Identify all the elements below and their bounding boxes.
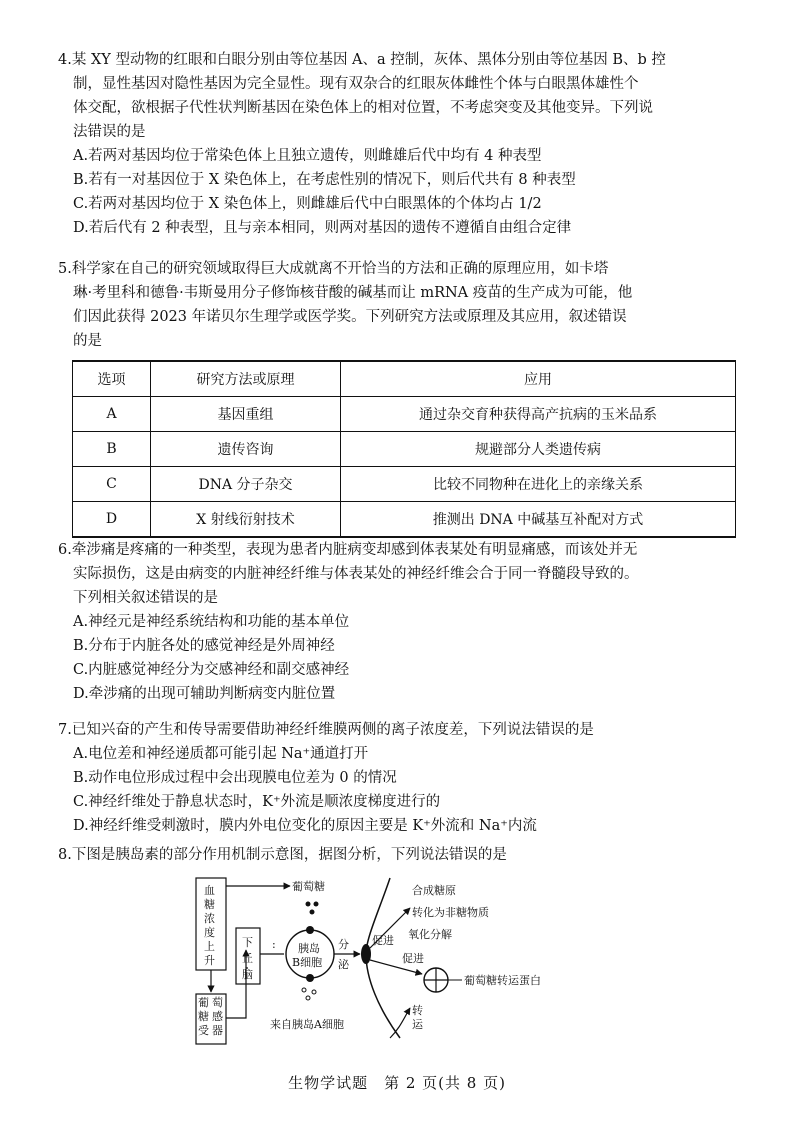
glucose-label: 葡萄糖 [292, 880, 325, 893]
promote-label: 促进 [402, 952, 424, 965]
question-5 [58, 257, 748, 353]
question-5-stem-line: 的是 [73, 333, 102, 349]
blood-sugar-rise-label: 血 [204, 884, 215, 897]
question-4-stem-line: 制，显性基因对隐性基因为完全显性。现有双杂合的红眼灰体雌性个体与白眼黑体雄性个 [73, 76, 639, 92]
receptor-dot [306, 926, 314, 934]
table-cell: C [73, 467, 151, 502]
hypothalamus-label: 下 [242, 936, 253, 949]
question-4-option-c: C.若两对基因均位于 X 染色体上，则雌雄后代中白眼黑体的个体均占 1/2 [73, 196, 542, 212]
transport-label: 运 [412, 1018, 423, 1031]
question-7-option-d: D.神经纤维受刺激时，膜内外电位变化的原因主要是 K⁺外流和 Na⁺内流 [73, 818, 537, 834]
table-cell: 推测出 DNA 中碱基互补配对方式 [341, 502, 736, 538]
table-header-cell: 应用 [341, 361, 736, 397]
glucagon-dots [302, 988, 316, 1000]
table-header-row [73, 361, 736, 397]
hypothalamus-label: 脑 [242, 968, 253, 981]
question-7-option-b: B.动作电位形成过程中会出现膜电位差为 0 的情况 [73, 770, 397, 786]
question-5-table [72, 360, 736, 538]
table-header-cell: 选项 [73, 361, 151, 397]
question-4-option-b: B.若有一对基因位于 X 染色体上，在考虑性别的情况下，则后代共有 8 种表型 [73, 172, 576, 188]
beta-cell-label: B细胞 [292, 956, 323, 969]
question-6-stem-line: 实际损伤，这是由病变的内脏神经纤维与体表某处的神经纤维会合于同一脊髓段导致的。 [73, 566, 639, 582]
question-4-option-a: A.若两对基因均位于常染色体上且独立遗传，则雌雄后代中均有 4 种表型 [73, 148, 542, 164]
convert-nonsugar-label: 转化为非糖物质 [412, 906, 489, 919]
question-7-option-a: A.电位差和神经递质都可能引起 Na⁺通道打开 [73, 746, 369, 762]
question-5-stem-line: 们因此获得 2023 年诺贝尔生理学或医学奖。下列研究方法或原理及其应用，叙述错误 [73, 309, 627, 325]
transport-label: 转 [412, 1004, 423, 1017]
table-cell: 通过杂交育种获得高产抗病的玉米品系 [341, 397, 736, 432]
table-row [73, 502, 736, 538]
table-header-cell: 研究方法或原理 [151, 361, 341, 397]
question-4-stem-line: 体交配，欲根据子代性状判断基因在染色体上的相对位置，不考虑突变及其他变异。下列说 [73, 100, 653, 116]
question-4-option-d: D.若后代有 2 种表型，且与亲本相同，则两对基因的遗传不遵循自由组合定律 [73, 220, 572, 236]
question-6 [58, 538, 748, 706]
glucose-receptor-label: 糖 [198, 1010, 209, 1023]
blood-sugar-rise-label: 升 [204, 954, 215, 967]
question-6-stem-line: 下列相关叙述错误的是 [73, 590, 218, 606]
secrete-label: 泌 [338, 958, 349, 971]
oxidize-label: 氧化分解 [408, 928, 452, 941]
table-cell: 基因重组 [151, 397, 341, 432]
question-7-option-c: C.神经纤维处于静息状态时，K⁺外流是顺浓度梯度进行的 [73, 794, 441, 810]
hypothalamus-label: 丘 [242, 952, 253, 965]
table-cell: B [73, 432, 151, 467]
question-4-stem-line: 法错误的是 [73, 124, 146, 140]
question-6-option-d: D.牵涉痛的出现可辅助判断病变内脏位置 [73, 686, 336, 702]
glucose-transporter-label: 葡萄糖转运蛋白 [464, 974, 541, 987]
table-row [73, 467, 736, 502]
question-4 [58, 48, 748, 240]
receptor-dot [306, 974, 314, 982]
blood-sugar-rise-label: 糖 [204, 898, 215, 911]
glucose-receptor-label: 萄 [212, 996, 223, 1009]
secrete-label: 分 [338, 938, 349, 951]
table-cell: 比较不同物种在进化上的亲缘关系 [341, 467, 736, 502]
blood-sugar-rise-label: 上 [204, 940, 215, 953]
table-cell: X 射线衍射技术 [151, 502, 341, 538]
table-cell: 规避部分人类遗传病 [341, 432, 736, 467]
question-6-option-b: B.分布于内脏各处的感觉神经是外周神经 [73, 638, 335, 654]
insulin-mechanism-diagram [190, 868, 610, 1048]
from-alpha-cell-label: 来自胰岛A细胞 [270, 1018, 344, 1031]
question-4-stem-line: 4.某 XY 型动物的红眼和白眼分别由等位基因 A、a 控制，灰体、黑体分别由等位基因 B、b 控 [58, 52, 666, 68]
insulin-receptor [361, 944, 371, 964]
transport-arrow [390, 1008, 410, 1038]
question-6-option-c: C.内脏感觉神经分为交感神经和副交感神经 [73, 662, 350, 678]
question-5-stem-line: 琳·考里科和德鲁·韦斯曼用分子修饰核苷酸的碱基而让 mRNA 疫苗的生产成为可能，他 [73, 285, 633, 301]
blood-sugar-rise-label: 浓 [204, 912, 215, 925]
question-6-option-a: A.神经元是神经系统结构和功能的基本单位 [73, 614, 350, 630]
beta-cell-label: 胰岛 [298, 942, 320, 955]
glucose-receptor-label: 器 [212, 1024, 223, 1037]
glucose-dots [306, 902, 319, 915]
question-5-stem-line: 5.科学家在自己的研究领域取得巨大成就离不开恰当的方法和正确的原理应用，如卡塔 [58, 261, 609, 277]
signal-dots-label: : [272, 938, 276, 951]
target-cell-membrane [366, 878, 400, 1038]
promote-label: 促进 [372, 934, 394, 947]
question-6-stem-line: 6.牵涉痛是疼痛的一种类型，表现为患者内脏病变却感到体表某处有明显痛感，而该处并无 [58, 542, 638, 558]
question-8-stem-line: 8.下图是胰岛素的部分作用机制示意图，据图分析，下列说法错误的是 [58, 847, 507, 863]
table-row [73, 397, 736, 432]
glucose-receptor-label: 受 [198, 1024, 209, 1037]
question-7 [58, 718, 748, 838]
table-row [73, 432, 736, 467]
synthesize-glycogen-label: 合成糖原 [412, 884, 456, 897]
table-cell: A [73, 397, 151, 432]
table-cell: D [73, 502, 151, 538]
table-cell: DNA 分子杂交 [151, 467, 341, 502]
glucose-receptor-label: 葡 [198, 996, 209, 1009]
question-7-stem-line: 7.已知兴奋的产生和传导需要借助神经纤维膜两侧的离子浓度差，下列说法错误的是 [58, 722, 594, 738]
question-8 [58, 843, 748, 867]
blood-sugar-rise-label: 度 [204, 926, 215, 939]
table-cell: 遗传咨询 [151, 432, 341, 467]
glucose-receptor-label: 感 [212, 1010, 223, 1023]
page-footer: 生物学试题 第 2 页(共 8 页) [288, 1074, 506, 1092]
